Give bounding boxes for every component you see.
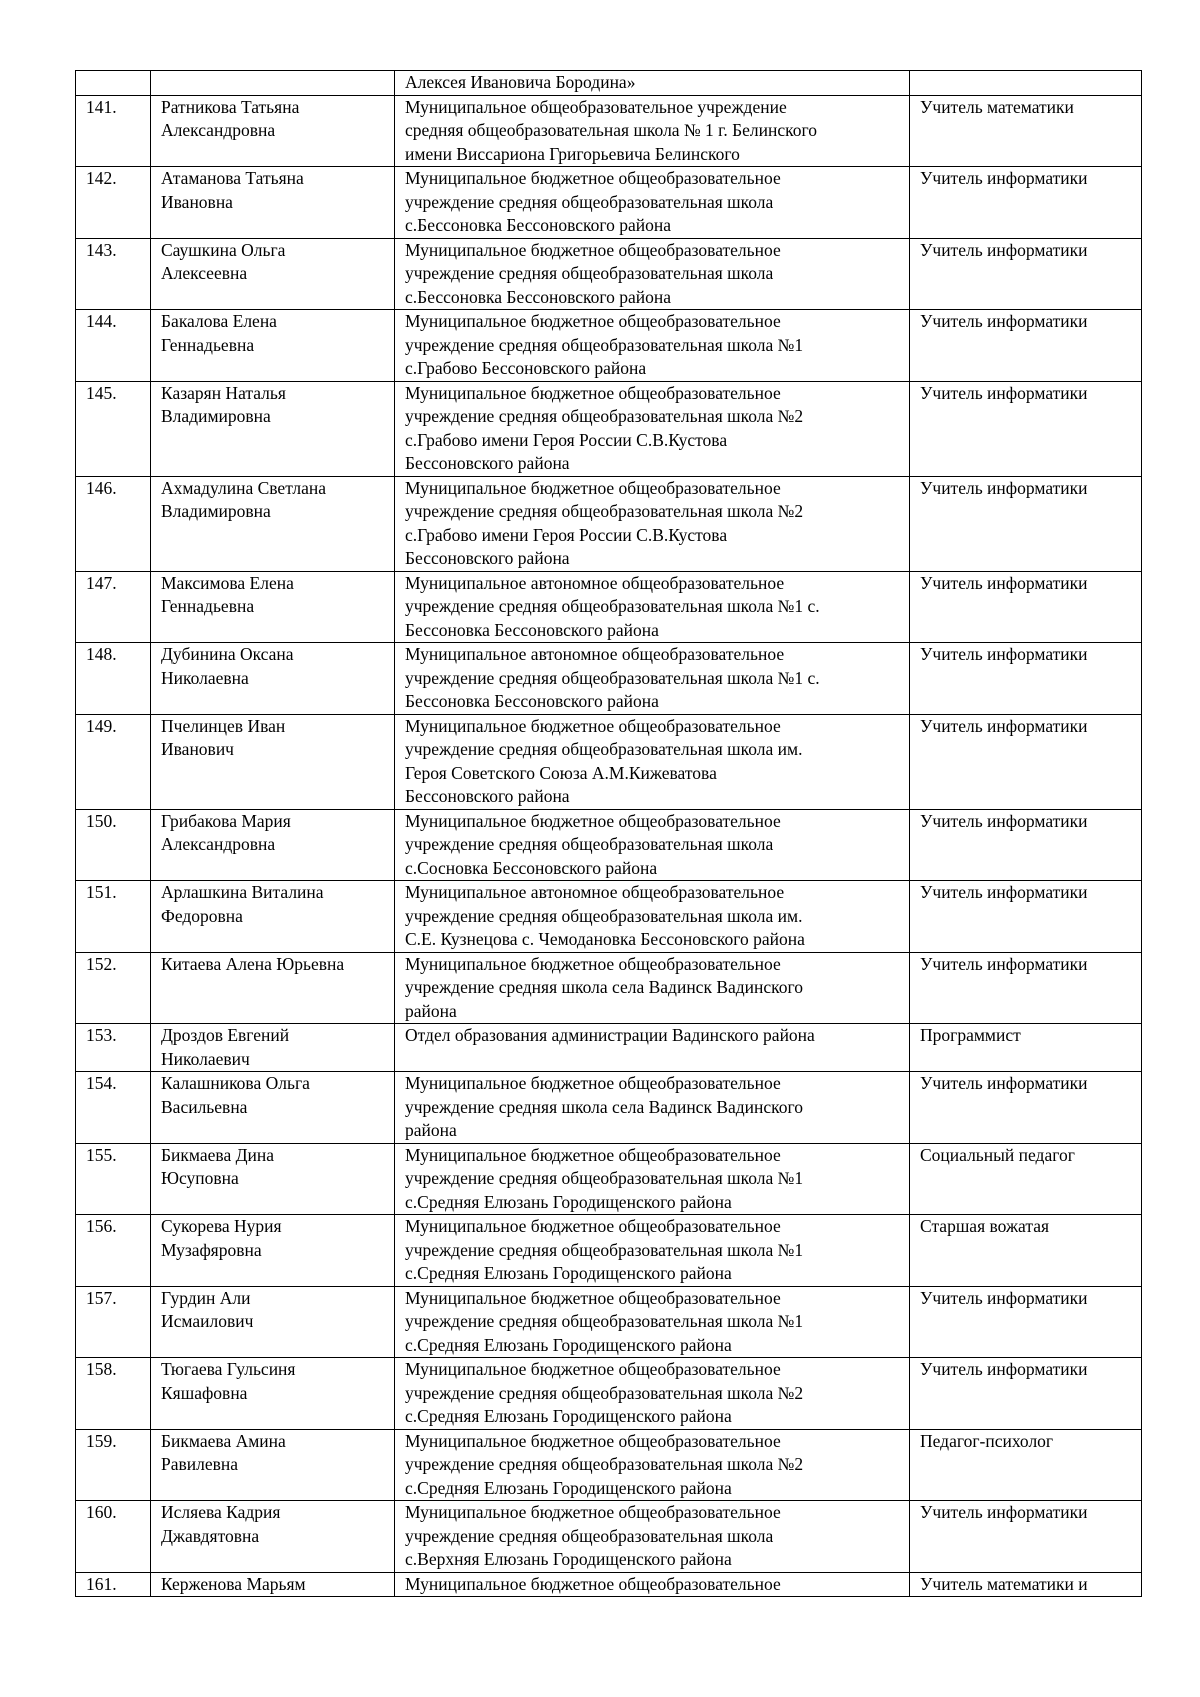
row-number: 157. <box>76 1286 151 1358</box>
table-row <box>76 1143 1142 1215</box>
table-row <box>76 310 1142 382</box>
position: Учитель информатики <box>910 571 1142 643</box>
table-row <box>76 381 1142 476</box>
table-body <box>76 71 1142 1597</box>
organization: Муниципальное бюджетное общеобразовательное учреждение средняя общеобразовательная школа с.Сосновка Бессоновского района <box>395 809 910 881</box>
participants-table <box>75 70 1142 1597</box>
organization: Муниципальное автономное общеобразовательное учреждение средняя общеобразовательная школа им. С.Е. Кузнецова с. Чемодановка Бессоновского района <box>395 881 910 953</box>
person-name: Китаева Алена Юрьевна <box>151 952 395 1024</box>
organization: Муниципальное бюджетное общеобразовательное учреждение средняя школа села Вадинск Вадинского района <box>395 1072 910 1144</box>
table-row <box>76 643 1142 715</box>
position: Учитель информатики <box>910 1072 1142 1144</box>
position: Учитель информатики <box>910 1286 1142 1358</box>
person-name: Гурдин Али Исмаилович <box>151 1286 395 1358</box>
table-row <box>76 1572 1142 1597</box>
row-number: 145. <box>76 381 151 476</box>
organization: Муниципальное бюджетное общеобразовательное учреждение средняя общеобразовательная школа №2 с.Грабово имени Героя России С.В.Кустова Бессоновского района <box>395 476 910 571</box>
person-name: Исляева Кадрия Джавдятовна <box>151 1501 395 1573</box>
table-row <box>76 476 1142 571</box>
position: Старшая вожатая <box>910 1215 1142 1287</box>
position: Учитель информатики <box>910 310 1142 382</box>
row-number: 148. <box>76 643 151 715</box>
row-number: 147. <box>76 571 151 643</box>
person-name: Калашникова Ольга Васильевна <box>151 1072 395 1144</box>
organization: Алексея Ивановича Бородина» <box>395 71 910 96</box>
table-row <box>76 95 1142 167</box>
person-name: Арлашкина Виталина Федоровна <box>151 881 395 953</box>
table-row <box>76 238 1142 310</box>
person-name: Дубинина Оксана Николаевна <box>151 643 395 715</box>
position: Учитель информатики <box>910 1501 1142 1573</box>
organization: Муниципальное бюджетное общеобразовательное учреждение средняя общеобразовательная школа с.Верхняя Елюзань Городищенского района <box>395 1501 910 1573</box>
organization: Муниципальное автономное общеобразовательное учреждение средняя общеобразовательная школа №1 с. Бессоновка Бессоновского района <box>395 643 910 715</box>
person-name: Максимова Елена Геннадьевна <box>151 571 395 643</box>
table-row <box>76 71 1142 96</box>
position: Учитель информатики <box>910 714 1142 809</box>
organization: Муниципальное бюджетное общеобразовательное учреждение средняя общеобразовательная школа №1 с.Средняя Елюзань Городищенского района <box>395 1143 910 1215</box>
person-name: Казарян Наталья Владимировна <box>151 381 395 476</box>
table-row <box>76 809 1142 881</box>
row-number: 143. <box>76 238 151 310</box>
person-name: Бикмаева Дина Юсуповна <box>151 1143 395 1215</box>
position: Учитель математики и <box>910 1572 1142 1597</box>
person-name: Грибакова Мария Александровна <box>151 809 395 881</box>
row-number: 153. <box>76 1024 151 1072</box>
row-number <box>76 71 151 96</box>
position: Программист <box>910 1024 1142 1072</box>
table-row <box>76 571 1142 643</box>
organization: Муниципальное автономное общеобразовательное учреждение средняя общеобразовательная школа №1 с. Бессоновка Бессоновского района <box>395 571 910 643</box>
table-row <box>76 1024 1142 1072</box>
position: Учитель математики <box>910 95 1142 167</box>
position: Учитель информатики <box>910 238 1142 310</box>
row-number: 155. <box>76 1143 151 1215</box>
row-number: 151. <box>76 881 151 953</box>
organization: Муниципальное бюджетное общеобразовательное учреждение средняя общеобразовательная школа №1 с.Средняя Елюзань Городищенского района <box>395 1215 910 1287</box>
organization: Муниципальное бюджетное общеобразовательное учреждение средняя школа села Вадинск Вадинского района <box>395 952 910 1024</box>
person-name: Атаманова Татьяна Ивановна <box>151 167 395 239</box>
table-row <box>76 881 1142 953</box>
person-name: Пчелинцев Иван Иванович <box>151 714 395 809</box>
table-row <box>76 1286 1142 1358</box>
row-number: 141. <box>76 95 151 167</box>
table-row <box>76 1072 1142 1144</box>
row-number: 156. <box>76 1215 151 1287</box>
person-name: Бикмаева Амина Равилевна <box>151 1429 395 1501</box>
position: Учитель информатики <box>910 881 1142 953</box>
document-page <box>75 70 1141 1597</box>
row-number: 158. <box>76 1358 151 1430</box>
table-row <box>76 167 1142 239</box>
organization: Муниципальное бюджетное общеобразовательное учреждение средняя общеобразовательная школа с.Бессоновка Бессоновского района <box>395 167 910 239</box>
row-number: 150. <box>76 809 151 881</box>
person-name: Сукорева Нурия Музафяровна <box>151 1215 395 1287</box>
position: Учитель информатики <box>910 643 1142 715</box>
organization: Отдел образования администрации Вадинского района <box>395 1024 910 1072</box>
row-number: 154. <box>76 1072 151 1144</box>
table-row <box>76 1358 1142 1430</box>
organization: Муниципальное бюджетное общеобразовательное <box>395 1572 910 1597</box>
row-number: 142. <box>76 167 151 239</box>
row-number: 149. <box>76 714 151 809</box>
row-number: 161. <box>76 1572 151 1597</box>
person-name: Тюгаева Гульсиня Кяшафовна <box>151 1358 395 1430</box>
person-name: Дроздов Евгений Николаевич <box>151 1024 395 1072</box>
organization: Муниципальное бюджетное общеобразовательное учреждение средняя общеобразовательная школа им. Героя Советского Союза А.М.Кижеватова Бессоновского района <box>395 714 910 809</box>
table-row <box>76 714 1142 809</box>
table-row <box>76 1429 1142 1501</box>
organization: Муниципальное бюджетное общеобразовательное учреждение средняя общеобразовательная школа №1 с.Грабово Бессоновского района <box>395 310 910 382</box>
person-name: Керженова Марьям <box>151 1572 395 1597</box>
person-name <box>151 71 395 96</box>
position: Учитель информатики <box>910 381 1142 476</box>
person-name: Саушкина Ольга Алексеевна <box>151 238 395 310</box>
person-name: Бакалова Елена Геннадьевна <box>151 310 395 382</box>
organization: Муниципальное бюджетное общеобразовательное учреждение средняя общеобразовательная школа №2 с.Средняя Елюзань Городищенского района <box>395 1429 910 1501</box>
table-row <box>76 952 1142 1024</box>
position: Учитель информатики <box>910 952 1142 1024</box>
organization: Муниципальное бюджетное общеобразовательное учреждение средняя общеобразовательная школа с.Бессоновка Бессоновского района <box>395 238 910 310</box>
row-number: 159. <box>76 1429 151 1501</box>
row-number: 144. <box>76 310 151 382</box>
position: Учитель информатики <box>910 167 1142 239</box>
person-name: Ахмадулина Светлана Владимировна <box>151 476 395 571</box>
table-row <box>76 1215 1142 1287</box>
organization: Муниципальное общеобразовательное учреждение средняя общеобразовательная школа № 1 г. Белинского имени Виссариона Григорьевича Белинского <box>395 95 910 167</box>
organization: Муниципальное бюджетное общеобразовательное учреждение средняя общеобразовательная школа №1 с.Средняя Елюзань Городищенского района <box>395 1286 910 1358</box>
row-number: 160. <box>76 1501 151 1573</box>
person-name: Ратникова Татьяна Александровна <box>151 95 395 167</box>
position: Учитель информатики <box>910 476 1142 571</box>
position: Учитель информатики <box>910 809 1142 881</box>
table-row <box>76 1501 1142 1573</box>
organization: Муниципальное бюджетное общеобразовательное учреждение средняя общеобразовательная школа №2 с.Грабово имени Героя России С.В.Кустова Бессоновского района <box>395 381 910 476</box>
organization: Муниципальное бюджетное общеобразовательное учреждение средняя общеобразовательная школа №2 с.Средняя Елюзань Городищенского района <box>395 1358 910 1430</box>
row-number: 146. <box>76 476 151 571</box>
position: Социальный педагог <box>910 1143 1142 1215</box>
position: Педагог-психолог <box>910 1429 1142 1501</box>
row-number: 152. <box>76 952 151 1024</box>
position: Учитель информатики <box>910 1358 1142 1430</box>
position <box>910 71 1142 96</box>
